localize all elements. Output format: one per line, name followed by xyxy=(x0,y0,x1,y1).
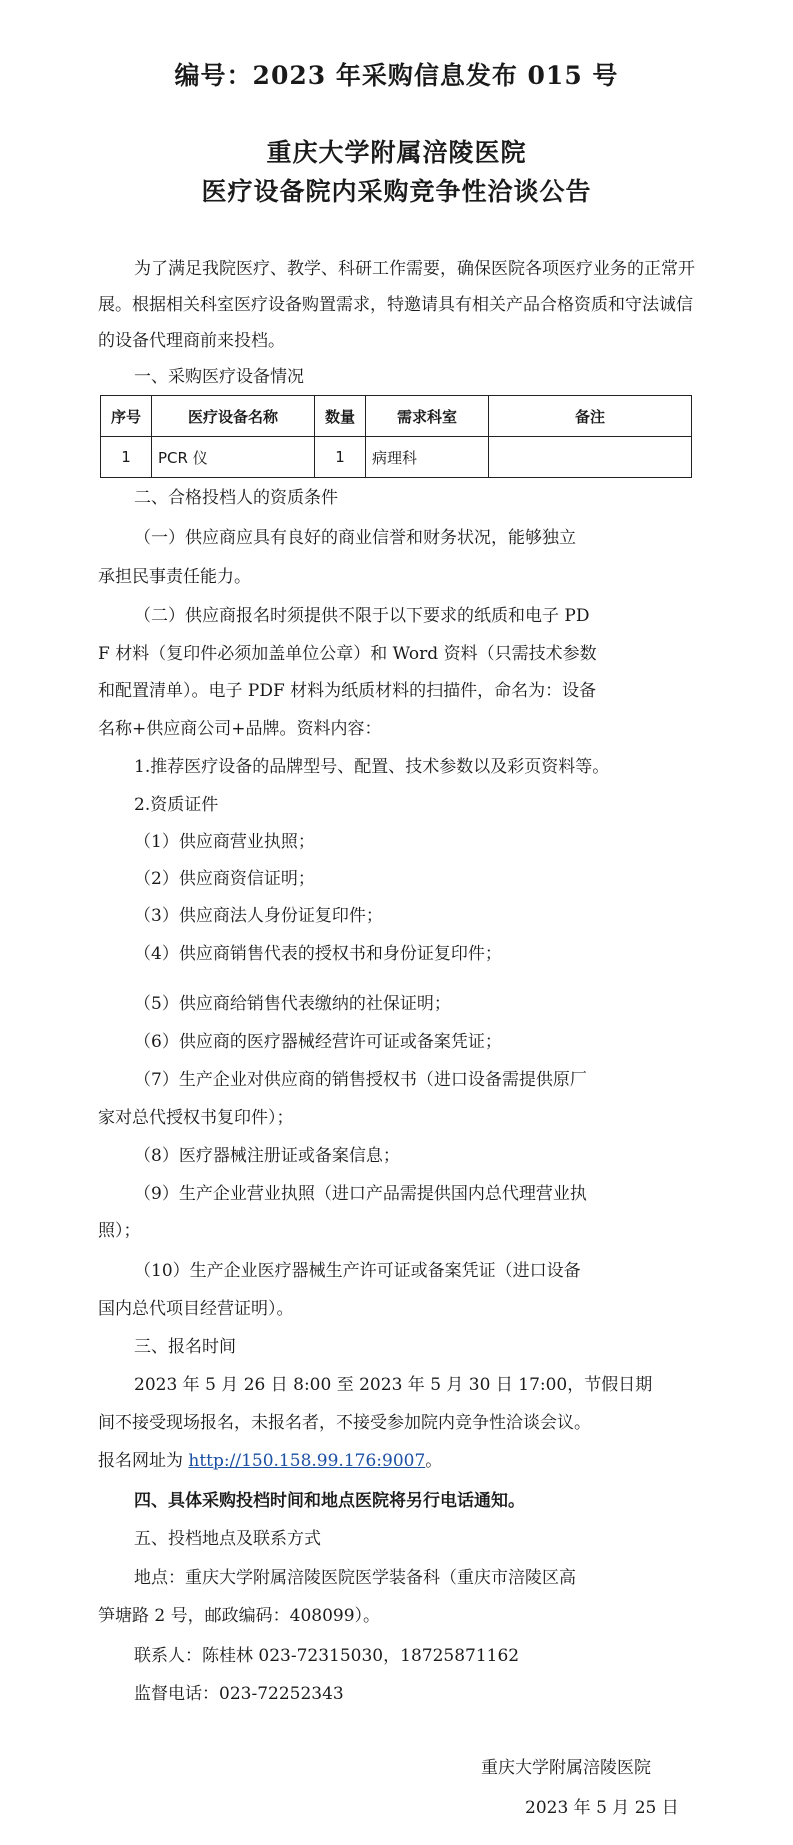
cell-qty: 1 xyxy=(315,437,366,478)
cert-6: （6）供应商的医疗器械经营许可证或备案凭证； xyxy=(134,1032,502,1052)
qual-p2-line2: F 材料（复印件必须加盖单位公章）和 Word 资料（只需技术参数 xyxy=(98,644,597,664)
qual-p2-line4: 名称+供应商公司+品牌。资料内容： xyxy=(98,719,382,739)
signature-org: 重庆大学附属涪陵医院 xyxy=(481,1758,651,1778)
table-header-row xyxy=(101,396,692,437)
qual-item1: 1.推荐医疗设备的品牌型号、配置、技术参数以及彩页资料等。 xyxy=(134,757,610,777)
supervise-phone-line: 监督电话：023-72252343 xyxy=(134,1684,344,1704)
cert-3: （3）供应商法人身份证复印件； xyxy=(134,906,383,926)
section3-heading: 三、报名时间 xyxy=(134,1337,236,1357)
reg-time-line1: 2023 年 5 月 26 日 8:00 至 2023 年 5 月 30 日 17:00，节假日期 xyxy=(134,1375,653,1395)
section2-heading: 二、合格投档人的资质条件 xyxy=(134,488,338,508)
reg-time-line2: 间不接受现场报名，未报名者，不接受参加院内竞争性洽谈会议。 xyxy=(98,1413,591,1433)
col-header-dept: 需求科室 xyxy=(366,396,489,437)
reg-url-prefix: 报名网址为 xyxy=(98,1451,189,1471)
cell-remark xyxy=(489,437,692,478)
qual-p2-line3: 和配置清单）。电子 PDF 材料为纸质材料的扫描件，命名为：设备 xyxy=(98,681,597,701)
cert-8: （8）医疗器械注册证或备案信息； xyxy=(134,1146,400,1166)
qual-item2: 2.资质证件 xyxy=(134,795,219,815)
cert-7-line2: 家对总代授权书复印件）； xyxy=(98,1108,294,1128)
reg-url-line xyxy=(98,1446,442,1471)
section1-heading: 一、采购医疗设备情况 xyxy=(134,367,304,387)
section5-heading: 五、投档地点及联系方式 xyxy=(134,1529,321,1549)
col-header-qty: 数量 xyxy=(315,396,366,437)
cert-9-line1: （9）生产企业营业执照（进口产品需提供国内总代理营业执 xyxy=(134,1184,587,1204)
section4-heading: 四、具体采购投档时间和地点医院将另行电话通知。 xyxy=(134,1491,525,1511)
registration-link[interactable]: http://150.158.99.176:9007 xyxy=(188,1451,426,1471)
hospital-title: 重庆大学附属涪陵医院 xyxy=(266,138,527,167)
qual-p1-line1: （一）供应商应具有良好的商业信誉和财务状况，能够独立 xyxy=(134,528,576,548)
cert-4: （4）供应商销售代表的授权书和身份证复印件； xyxy=(134,944,502,964)
qual-p1-line2: 承担民事责任能力。 xyxy=(98,567,251,587)
signature-date: 2023 年 5 月 25 日 xyxy=(525,1798,679,1818)
reg-url-suffix: 。 xyxy=(425,1451,443,1471)
cell-dept: 病理科 xyxy=(366,437,489,478)
address-line2: 笋塘路 2 号，邮政编码：408099）。 xyxy=(98,1606,381,1626)
cert-9-line2: 照）； xyxy=(98,1221,141,1241)
col-header-remark: 备注 xyxy=(489,396,692,437)
cert-5: （5）供应商给销售代表缴纳的社保证明； xyxy=(134,994,451,1014)
notice-title: 医疗设备院内采购竞争性洽谈公告 xyxy=(201,177,592,206)
col-header-name: 医疗设备名称 xyxy=(152,396,315,437)
cert-2: （2）供应商资信证明； xyxy=(134,869,315,889)
address-line1: 地点：重庆大学附属涪陵医院医学装备科（重庆市涪陵区高 xyxy=(134,1568,576,1588)
cell-index: 1 xyxy=(101,437,152,478)
cell-name: PCR 仪 xyxy=(152,437,315,478)
qual-p2-line1: （二）供应商报名时须提供不限于以下要求的纸质和电子 PD xyxy=(134,606,590,626)
cert-1: （1）供应商营业执照； xyxy=(134,832,315,852)
cert-10-line1: （10）生产企业医疗器械生产许可证或备案凭证（进口设备 xyxy=(134,1261,581,1281)
contact-line: 联系人：陈桂林 023-72315030，18725871162 xyxy=(134,1646,520,1666)
equipment-table xyxy=(100,395,692,478)
intro-paragraph: 为了满足我院医疗、教学、科研工作需要，确保医院各项医疗业务的正常开展。根据相关科室医疗设备购置需求，特邀请具有相关产品合格资质和守法诚信的设备代理商前来投档。 xyxy=(98,259,695,351)
cert-7-line1: （7）生产企业对供应商的销售授权书（进口设备需提供原厂 xyxy=(134,1070,587,1090)
cert-10-line2: 国内总代项目经营证明）。 xyxy=(98,1299,294,1319)
doc-number: 编号：2023 年采购信息发布 015 号 xyxy=(174,61,619,90)
table-row xyxy=(101,437,692,478)
col-header-index: 序号 xyxy=(101,396,152,437)
